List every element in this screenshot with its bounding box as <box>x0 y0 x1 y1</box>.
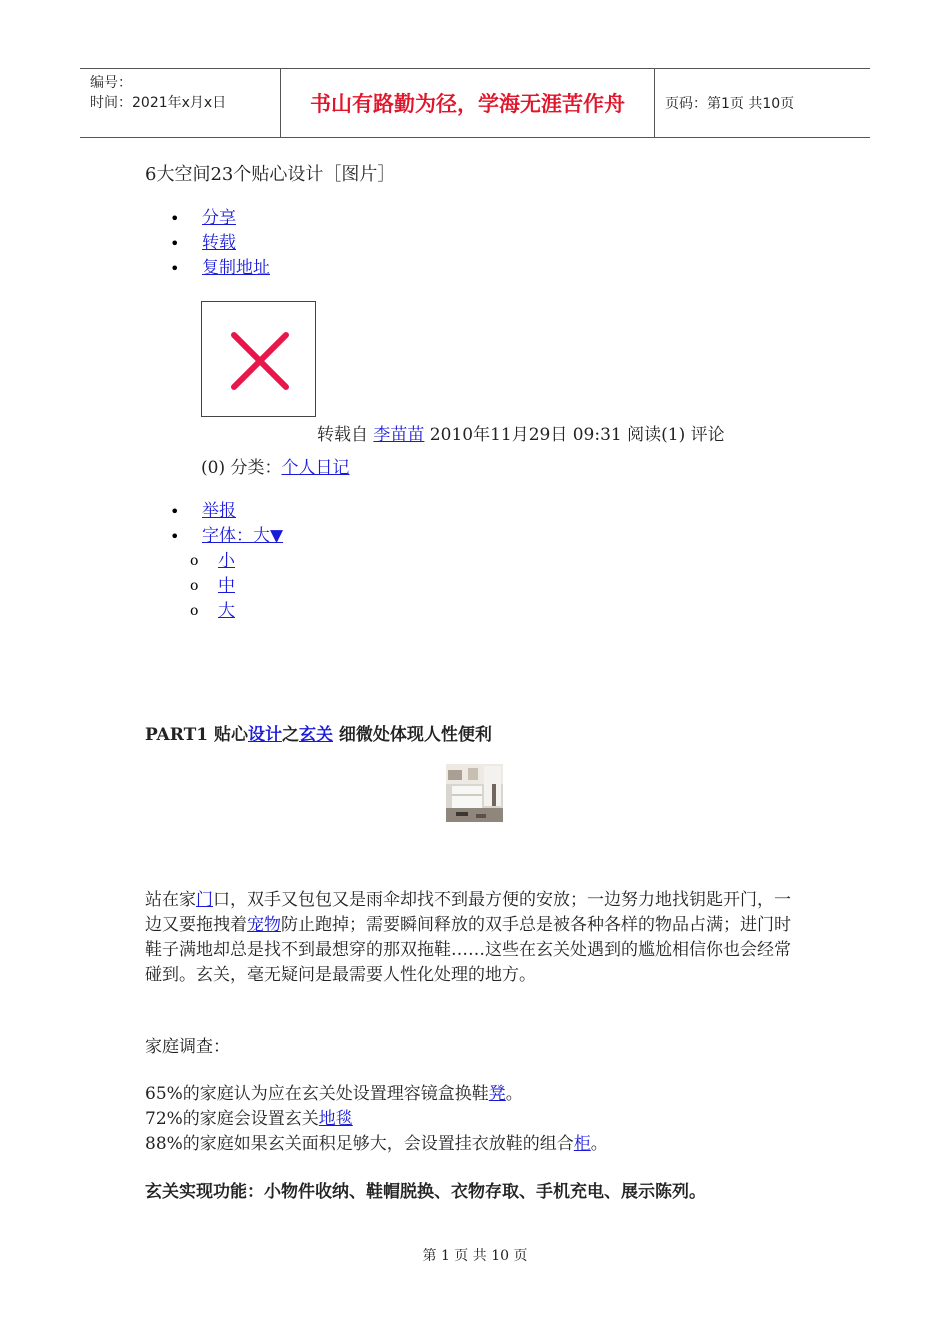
tool-font <box>160 524 283 624</box>
carpet-link[interactable]: 地毯 <box>318 1109 353 1129</box>
copy-address-link[interactable]: 复制地址 <box>202 258 270 278</box>
action-list <box>160 206 270 281</box>
header-page-cell <box>655 69 870 137</box>
intro-paragraph: 站在家门口，双手又包包又是雨伞却找不到最方便的安放；一边努力地找钥匙开门，一边又要拖拽着宠物防止跑掉；需要瞬间释放的双手总是被各种各样的物品占满；进门时鞋子满地却总是找不到最想穿的那双拖鞋……这些在玄关处遇到的尴尬相信你也会经常碰到。玄关，毫无疑问是最需要人性化处理的地方。 <box>145 890 791 985</box>
font-size-dropdown[interactable]: 字体：大▼ <box>202 526 284 546</box>
functions-summary: 玄关实现功能：小物件收纳、鞋帽脱换、衣物存取、手机充电、展示陈列。 <box>145 1182 706 1202</box>
header-meta-cell <box>80 69 281 137</box>
survey-stats <box>145 1082 805 1157</box>
font-large-link[interactable]: 大 <box>218 601 235 621</box>
stat-line-1: 65%的家庭认为应在玄关处设置理容镜盒换鞋凳。 <box>145 1084 523 1104</box>
action-repost <box>160 231 270 256</box>
action-share <box>160 206 270 231</box>
broken-image <box>201 301 316 417</box>
font-option-large <box>160 599 283 624</box>
action-copy <box>160 256 270 281</box>
time-label: 时间：2021年x月x日 <box>90 95 227 111</box>
font-medium-link[interactable]: 中 <box>218 576 235 596</box>
stool-link[interactable]: 凳 <box>488 1084 506 1104</box>
entryway-link[interactable]: 玄关 <box>298 725 333 745</box>
stat-line-3: 88%的家庭如果玄关面积足够大，会设置挂衣放鞋的组合柜。 <box>145 1134 608 1154</box>
entryway-photo <box>446 764 503 822</box>
page-label: 页码：第1页 共10页 <box>665 96 795 112</box>
document-header <box>80 68 870 138</box>
font-option-medium <box>160 574 283 599</box>
post-meta-line2 <box>201 453 349 478</box>
tools-list <box>160 499 283 624</box>
post-meta <box>317 420 725 445</box>
tool-report <box>160 499 283 524</box>
report-link[interactable]: 举报 <box>202 501 236 521</box>
category-link[interactable]: 个人日记 <box>281 458 350 478</box>
font-small-link[interactable]: 小 <box>218 551 235 571</box>
entryway-photo-image <box>446 764 503 822</box>
survey-label: 家庭调查： <box>145 1037 230 1057</box>
repost-prefix: 转载自 <box>317 425 368 445</box>
repost-link[interactable]: 转载 <box>202 233 236 253</box>
part1-heading: PART1 贴心设计之玄关 细微处体现人性便利 <box>145 725 492 745</box>
share-link[interactable]: 分享 <box>202 208 236 228</box>
door-link[interactable]: 门 <box>196 890 213 910</box>
number-label: 编号： <box>90 75 132 91</box>
broken-image-x-icon <box>202 302 315 416</box>
post-date-read: 2010年11月29日 09:31 阅读(1) 评论 <box>424 425 725 445</box>
design-link[interactable]: 设计 <box>247 725 282 745</box>
font-size-options <box>160 549 283 624</box>
comment-count: (0) 分类： <box>201 458 282 478</box>
pet-link[interactable]: 宠物 <box>247 915 281 935</box>
font-option-small <box>160 549 283 574</box>
header-motto-cell <box>281 69 655 137</box>
stat-line-2: 72%的家庭会设置玄关地毯 <box>145 1109 353 1129</box>
author-link[interactable]: 李苗苗 <box>373 425 425 445</box>
page-footer: 第 1 页 共 10 页 <box>422 1248 528 1264</box>
page-title: 6大空间23个贴心设计［图片］ <box>145 164 396 185</box>
motto-text: 书山有路勤为径，学海无涯苦作舟 <box>310 91 625 116</box>
cabinet-link[interactable]: 柜 <box>573 1134 591 1154</box>
